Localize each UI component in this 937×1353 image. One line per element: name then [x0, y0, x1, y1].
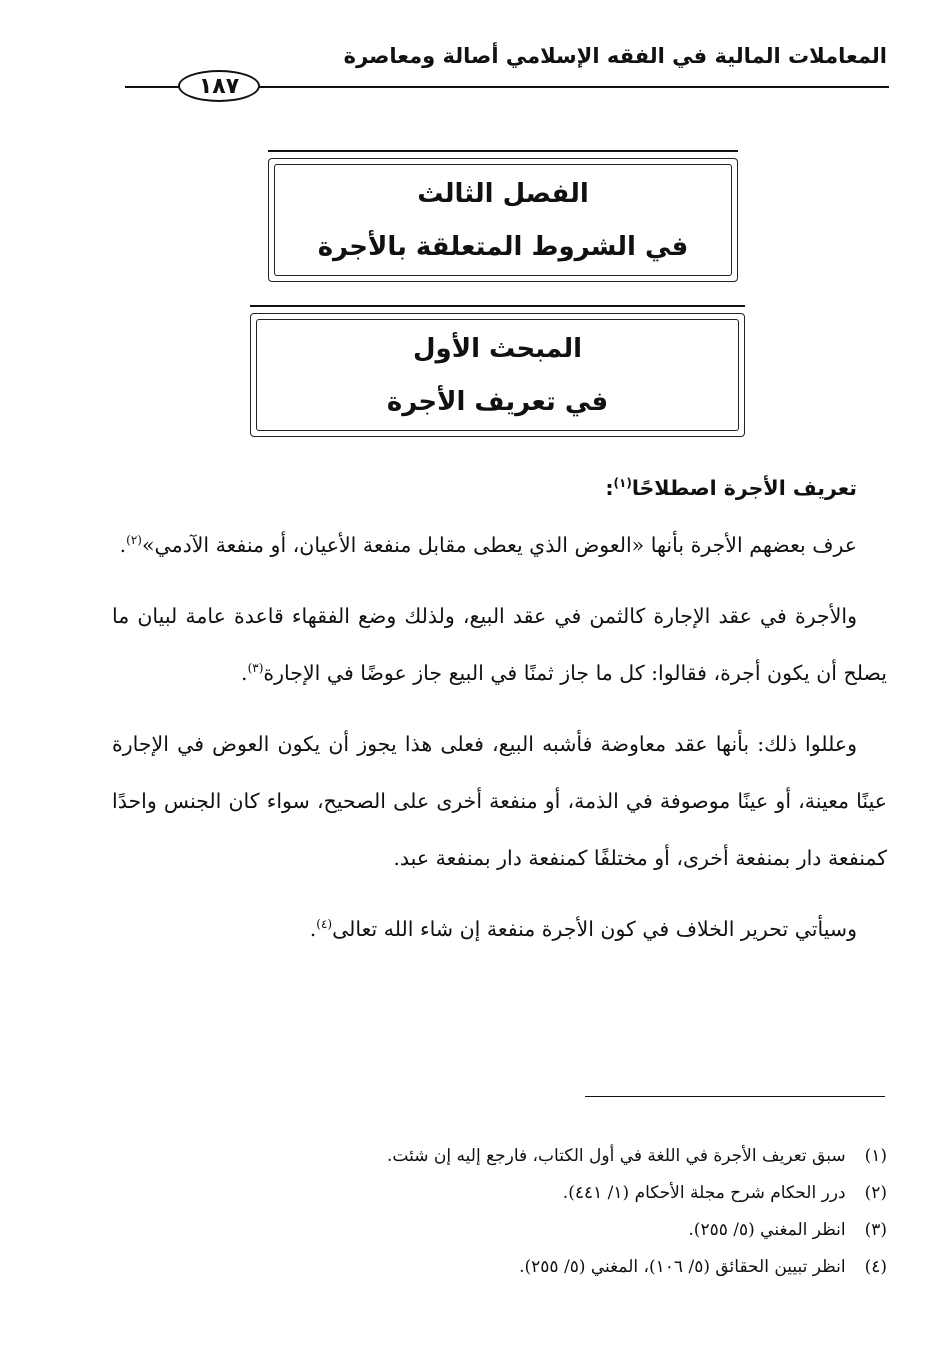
paragraph-3: وعللوا ذلك: بأنها عقد معاوضة فأشبه البيع، فعلى هذا يجوز أن يكون العوض في الإجارة عينًا معينة، أو عينًا موصوفة في الذمة، أو منفعة أخرى على الصحيح، سواء كان الجنس واحدًا كمنفعة دار بمنفعة أخرى، أو مختلفًا كمنفعة دار بمنفعة عبد.	[112, 732, 887, 870]
section-title: المبحث الأول	[412, 333, 583, 364]
chapter-subtitle: في الشروط المتعلقة بالأجرة	[317, 231, 689, 262]
paragraph-1: عرف بعضهم الأجرة بأنها «العوض الذي يعطى مقابل منفعة الأعيان، أو منفعة الآدمي»$^{(٢)}$.	[119, 533, 857, 557]
footnote-number: (١)	[864, 1146, 887, 1166]
paragraph-2: والأجرة في عقد الإجارة كالثمن في عقد البيع، ولذلك وضع الفقهاء قاعدة عامة لبيان ما يصلح أن يكون أجرة، فقالوا: كل ما جاز ثمنًا في البيع جاز عوضًا في الإجارة$^{(٣)}$.	[112, 604, 887, 685]
body-text	[112, 460, 887, 958]
footnote-text: سبق تعريف الأجرة في اللغة في أول الكتاب، فارجع إليه إن شئت.	[387, 1146, 846, 1166]
section-title-box	[250, 313, 745, 437]
definition-heading: تعريف الأجرة اصطلاحًا$^{(١)}$:	[605, 476, 857, 500]
footnote-number: (٣)	[864, 1220, 887, 1240]
footnotes	[112, 1138, 887, 1286]
chapter-title-box	[268, 158, 738, 282]
chapter-title: الفصل الثالث	[417, 178, 589, 209]
chapter-box-top-rule	[268, 150, 738, 152]
footnote-number: (٢)	[864, 1183, 887, 1203]
footnote-text: درر الحكام شرح مجلة الأحكام (١/ ٤٤١).	[562, 1183, 846, 1203]
section-box-top-rule	[250, 305, 745, 307]
running-title: المعاملات المالية في الفقه الإسلامي أصالة ومعاصرة	[343, 44, 887, 68]
footnote-number: (٤)	[864, 1257, 887, 1277]
page-number: ١٨٧	[178, 70, 260, 102]
footnote-ref: (٢)	[126, 533, 142, 548]
section-subtitle: في تعريف الأجرة	[386, 386, 609, 417]
paragraph-4: وسيأتي تحرير الخلاف في كون الأجرة منفعة إن شاء الله تعالى$^{(٤)}$.	[309, 917, 857, 941]
footnote-ref: (٣)	[247, 661, 264, 676]
footnote-item	[112, 1249, 887, 1286]
footnote-item	[112, 1138, 887, 1175]
footnote-ref: (٤)	[316, 917, 333, 932]
footnote-item	[112, 1175, 887, 1212]
footnote-text: انظر المغني (٥/ ٢٥٥).	[688, 1220, 846, 1240]
footnote-separator	[585, 1096, 885, 1097]
footnote-text: انظر تبيين الحقائق (٥/ ١٠٦)، المغني (٥/ ٢٥٥).	[519, 1257, 846, 1277]
footnote-ref: (١)	[613, 476, 632, 491]
footnote-item	[112, 1212, 887, 1249]
